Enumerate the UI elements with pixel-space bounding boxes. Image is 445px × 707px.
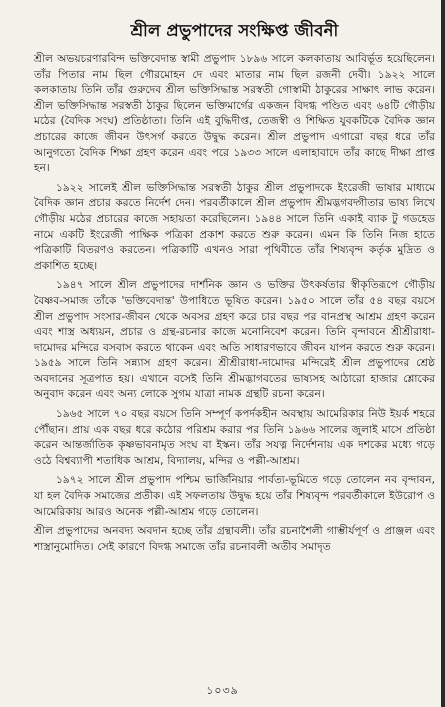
page-number: ১০৩৯ (206, 684, 239, 697)
paragraph-6: শ্রীল প্রভুপাদের অনবদ্য অবদান হচ্ছে তাঁর গ্রন্থাবলী। তাঁর রচনাশৈলী গাম্ভীর্যপূর্ণ ও প্রাঞ্জল এবং শাস্ত্রানুমোদিত। সেই কারণে বিদগ্ধ সমাজে তাঁর রচনাবলী অতীব সমাদৃত (34, 525, 435, 553)
page-edge-shadow (441, 0, 445, 707)
paragraph-4: ১৯৬৫ সালে ৭০ বছর বয়সে তিনি সম্পূর্ণ কপর্দকহীন অবস্থায় আমেরিকার নিউ ইয়র্ক শহরে পৌঁছান। প্রায় এক বছর ধরে কঠোর পরিশ্রম করার পর তিনি ১৯৬৬ সালের জুলাই মাসে প্রতিষ্ঠা করেন আন্তর্জাতিক কৃষ্ণভাবনামৃত সংঘ বা ইস্কন। তাঁর সযত্ন নির্দেশনায় এক দশকের মধ্যে গড়ে ওঠে বিশ্বব্যাপী শতাধিক আশ্রম, বিদ্যালয়, মন্দির ও পল্লী-আশ্রম। (34, 408, 435, 467)
paragraph-5: ১৯৭২ সালে শ্রীল প্রভুপাদ পশ্চিম ভার্জিনিয়ার পার্বত্য-ভূমিতে গড়ে তোলেন নব বৃন্দাবন, যা হল বৈদিক সমাজের প্রতীক। এই সফলতায় উদ্বুদ্ধ হয়ে তাঁর শিষ্যবৃন্দ পরবর্তীকালে ইউরোপ ও আমেরিকায় আরও অনেক পল্লী-আশ্রম গড়ে তোলেন। (34, 474, 435, 518)
paragraph-3: ১৯৪৭ সালে শ্রীল প্রভুপাদের দার্শনিক জ্ঞান ও ভক্তির উৎকর্ষতার স্বীকৃতিরূপে গৌড়ীয় বৈষ্ণব-সমাজ তাঁকে 'ভক্তিবেদান্ত' উপাধিতে ভূষিত করেন। ১৯৫০ সালে তাঁর ৫৪ বছর বয়সে শ্রীল প্রভুপাদ সংসার-জীবন থেকে অবসর গ্রহণ করে চার বছর পর বানপ্রস্থ আশ্রম গ্রহণ করেন এবং শাস্ত্র অধ্যয়ন, প্রচার ও গ্রন্থ-রচনার কাজে মনোনিবেশ করেন। তিনি বৃন্দাবনে শ্রীশ্রীরাধা-দামোদর মন্দিরে বসবাস করতে থাকেন এবং অতি সাধারণভাবে জীবন যাপন করতে শুরু করেন। ১৯৫৯ সালে তিনি সন্ন্যাস গ্রহণ করেন। শ্রীশ্রীরাধা-দামোদর মন্দিরেই শ্রীল প্রভুপাদের শ্রেষ্ঠ অবদানের সূত্রপাত হয়। এখানে বসেই তিনি শ্রীমদ্ভাগবতের ভাষ্যসহ আঠারো হাজার শ্লোকের অনুবাদ করেন এবং অন্য লোকে সুগম যাত্রা নামক গ্রন্থটি রচনা করেন। (34, 279, 435, 401)
paragraph-1: শ্রীল অভয়চরণারবিন্দ ভক্তিবেদান্ত স্বামী প্রভুপাদ ১৮৯৬ সালে কলকাতায় আবির্ভূত হয়েছিলেন। তাঁর পিতার নাম ছিল গৌরমোহন দে এবং মাতার নাম ছিল রজনী দেবী। ১৯২২ সালে কলকাতায় তিনি তাঁর গুরুদেব শ্রীল ভক্তিসিদ্ধান্ত সরস্বতী গোস্বামী ঠাকুরের সাক্ষাৎ লাভ করেন। শ্রীল ভক্তিসিদ্ধান্ত সরস্বতী ঠাকুর ছিলেন ভক্তিমার্গের একজন বিদগ্ধ পণ্ডিত এবং ৬৪টি গৌড়ীয় মঠের (বৈদিক সংঘ) প্রতিষ্ঠাতা। তিনি এই বুদ্ধিদীপ্ত, তেজস্বী ও শিক্ষিত যুবকটিকে বৈদিক জ্ঞান প্রচারের কাজে জীবন উৎসর্গ করতে উদ্বুদ্ধ করেন। শ্রীল প্রভুপাদ এগারো বছর ধরে তাঁর আনুগত্যে বৈদিক শিক্ষা গ্রহণ করেন এবং পরে ১৯৩৩ সালে এলাহাবাদে তাঁর কাছে দীক্ষা প্রাপ্ত হন। (34, 53, 435, 175)
paragraph-2: ১৯২২ সালেই শ্রীল ভক্তিসিদ্ধান্ত সরস্বতী ঠাকুর শ্রীল প্রভুপাদকে ইংরেজী ভাষার মাধ্যমে বৈদিক জ্ঞান প্রচার করতে নির্দেশ দেন। পরবর্তীকালে শ্রীল প্রভুপাদ শ্রীমদ্ভগবদ্গীতার ভাষ্য লিখে গৌড়ীয় মঠের প্রচারের কাজে সহায়তা করেছিলেন। ১৯৪৪ সালে তিনি একাই ব্যাক টু গডহেড নামে একটি ইংরেজী পাক্ষিক পত্রিকা প্রকাশ করতে শুরু করেন। এমন কি তিনি নিজ হাতে পত্রিকাটি বিতরণও করতেন। পত্রিকাটি এখনও সারা পৃথিবীতে তাঁর শিষ্যবৃন্দ কর্তৃক মুদ্রিত ও প্রকাশিত হচ্ছে। (34, 181, 435, 272)
page-title: শ্রীল প্রভুপাদের সংক্ষিপ্ত জীবনী (130, 21, 339, 40)
